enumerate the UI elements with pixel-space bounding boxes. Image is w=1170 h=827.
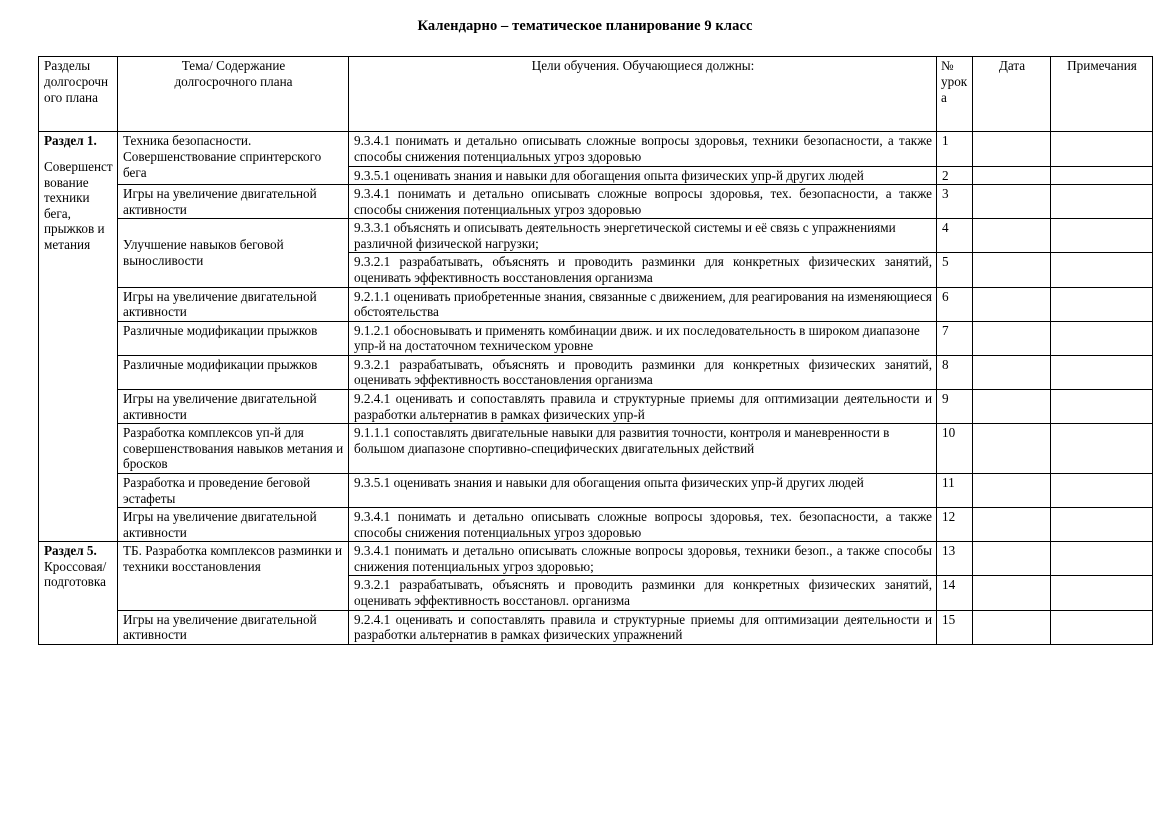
date-cell[interactable] [973, 166, 1051, 185]
notes-cell[interactable] [1051, 185, 1153, 219]
date-cell[interactable] [973, 287, 1051, 321]
notes-cell[interactable] [1051, 508, 1153, 542]
table-row [39, 610, 1153, 644]
section-cell-1 [39, 132, 118, 542]
notes-cell[interactable] [1051, 390, 1153, 424]
lesson-number-cell: 3 [937, 185, 973, 219]
goal-cell: 9.3.5.1 оценивать знания и навыки для обогащения опыта физических упр-й других людей [349, 473, 937, 507]
date-cell[interactable] [973, 508, 1051, 542]
goal-cell: 9.3.4.1 понимать и детально описывать сложные вопросы здоровья, техники безопасности, а также способы снижения потенциальных угроз здоровью [349, 132, 937, 166]
column-header-topic-line1: Тема/ Содержание [181, 58, 286, 74]
table-row [39, 424, 1153, 474]
section-5-title: Раздел 5. [44, 543, 97, 559]
date-cell[interactable] [973, 542, 1051, 576]
date-cell[interactable] [973, 253, 1051, 287]
notes-cell[interactable] [1051, 610, 1153, 644]
column-header-topic [118, 57, 349, 132]
table-row [39, 473, 1153, 507]
table-row [39, 321, 1153, 355]
section-5-description: Кроссовая/ подготовка [44, 558, 107, 590]
notes-cell[interactable] [1051, 132, 1153, 166]
lesson-number-cell: 2 [937, 166, 973, 185]
table-row [39, 390, 1153, 424]
topic-cell: Игры на увеличение двигательной активности [118, 287, 349, 321]
notes-cell[interactable] [1051, 355, 1153, 389]
goal-cell: 9.3.4.1 понимать и детально описывать сложные вопросы здоровья, техники безоп., а также способы снижения потенциальных угроз здоровью; [349, 542, 937, 576]
column-header-date: Дата [973, 57, 1051, 132]
topic-cell: Различные модификации прыжков [118, 321, 349, 355]
goal-cell: 9.3.2.1 разрабатывать, объяснять и проводить разминки для конкретных физических занятий, оценивать эффективность восстановления организма [349, 355, 937, 389]
date-cell[interactable] [973, 424, 1051, 474]
column-header-notes: Примечания [1051, 57, 1153, 132]
topic-cell: Разработка комплексов уп-й для совершенствования навыков метания и бросков [118, 424, 349, 474]
column-header-section: Разделы долгосрочного плана [39, 57, 118, 132]
goal-cell: 9.1.1.1 сопоставлять двигательные навыки для развития точности, контроля и маневренности в большом диапазоне спортивно-специфических двигательных действий [349, 424, 937, 474]
lesson-number-cell: 12 [937, 508, 973, 542]
lesson-number-cell: 4 [937, 219, 973, 253]
section-1-description: Совершенствование техники бега, прыжков и метания [44, 158, 113, 252]
topic-cell: Разработка и проведение беговой эстафеты [118, 473, 349, 507]
topic-cell: Техника безопасности. Совершенствование спринтерского бега [118, 132, 349, 185]
lesson-number-cell: 15 [937, 610, 973, 644]
notes-cell[interactable] [1051, 287, 1153, 321]
lesson-number-cell: 1 [937, 132, 973, 166]
goal-cell: 9.2.4.1 оценивать и сопоставлять правила и структурные приемы для оптимизации деятельности и разработки альтернатив в рамках физических упр-й [349, 390, 937, 424]
date-cell[interactable] [973, 473, 1051, 507]
table-header-row [39, 57, 1153, 132]
date-cell[interactable] [973, 185, 1051, 219]
lesson-number-cell: 11 [937, 473, 973, 507]
topic-cell: Игры на увеличение двигательной активности [118, 185, 349, 219]
topic-cell: Игры на увеличение двигательной активности [118, 390, 349, 424]
page-title: Календарно – тематическое планирование 9 класс [417, 18, 753, 34]
topic-cell: Различные модификации прыжков [118, 355, 349, 389]
column-header-lesson-number: № урока [937, 57, 973, 132]
goal-cell: 9.3.5.1 оценивать знания и навыки для обогащения опыта физических упр-й других людей [349, 166, 937, 185]
lesson-number-cell: 6 [937, 287, 973, 321]
date-cell[interactable] [973, 610, 1051, 644]
lesson-number-cell: 7 [937, 321, 973, 355]
goal-cell: 9.3.2.1 разрабатывать, объяснять и проводить разминки для конкретных физических занятий, оценивать эффективность восстановления организма [349, 253, 937, 287]
table-row [39, 508, 1153, 542]
goal-cell: 9.2.4.1 оценивать и сопоставлять правила и структурные приемы для оптимизации деятельности и разработки альтернатив в рамках физических упражнений [349, 610, 937, 644]
column-header-goals: Цели обучения. Обучающиеся должны: [349, 57, 937, 132]
notes-cell[interactable] [1051, 542, 1153, 576]
notes-cell[interactable] [1051, 473, 1153, 507]
notes-cell[interactable] [1051, 219, 1153, 253]
table-row [39, 185, 1153, 219]
notes-cell[interactable] [1051, 576, 1153, 610]
goal-cell: 9.3.4.1 понимать и детально описывать сложные вопросы здоровья, тех. безопасности, а также способы снижения потенциальных угроз здоровью [349, 508, 937, 542]
lesson-number-cell: 14 [937, 576, 973, 610]
topic-cell: Улучшение навыков беговой выносливости [118, 219, 349, 287]
notes-cell[interactable] [1051, 166, 1153, 185]
date-cell[interactable] [973, 219, 1051, 253]
section-cell-5 [39, 542, 118, 644]
notes-cell[interactable] [1051, 253, 1153, 287]
table-row [39, 287, 1153, 321]
lesson-number-cell: 8 [937, 355, 973, 389]
calendar-thematic-planning-table [38, 56, 1153, 644]
column-header-topic-line2: долгосрочного плана [174, 73, 293, 89]
goal-cell: 9.3.2.1 разрабатывать, объяснять и проводить разминки для конкретных физических занятий, оценивать эффективность восстановл. организма [349, 576, 937, 610]
table-row [39, 355, 1153, 389]
date-cell[interactable] [973, 321, 1051, 355]
notes-cell[interactable] [1051, 321, 1153, 355]
topic-cell: ТБ. Разработка комплексов разминки и техники восстановления [118, 542, 349, 610]
date-cell[interactable] [973, 132, 1051, 166]
goal-cell: 9.3.3.1 объяснять и описывать деятельность энергетической системы и её связь с упражнениями различной физической нагрузки; [349, 219, 937, 253]
date-cell[interactable] [973, 355, 1051, 389]
goal-cell: 9.1.2.1 обосновывать и применять комбинации движ. и их последовательность в широком диапазоне упр-й на достаточном техническом уровне [349, 321, 937, 355]
lesson-number-cell: 9 [937, 390, 973, 424]
table-row [39, 542, 1153, 576]
topic-cell: Игры на увеличение двигательной активности [118, 508, 349, 542]
table-header [39, 57, 1153, 132]
lesson-number-cell: 10 [937, 424, 973, 474]
table-row [39, 132, 1153, 166]
lesson-number-cell: 5 [937, 253, 973, 287]
section-1-title: Раздел 1. [44, 133, 97, 149]
date-cell[interactable] [973, 390, 1051, 424]
table-row [39, 219, 1153, 253]
goal-cell: 9.2.1.1 оценивать приобретенные знания, связанные с движением, для реагирования на изменяющиеся обстоятельства [349, 287, 937, 321]
table-body [39, 132, 1153, 644]
topic-cell: Игры на увеличение двигательной активности [118, 610, 349, 644]
notes-cell[interactable] [1051, 424, 1153, 474]
lesson-number-cell: 13 [937, 542, 973, 576]
goal-cell: 9.3.4.1 понимать и детально описывать сложные вопросы здоровья, тех. безопасности, а также способы снижения потенциальных угроз здоровью [349, 185, 937, 219]
date-cell[interactable] [973, 576, 1051, 610]
